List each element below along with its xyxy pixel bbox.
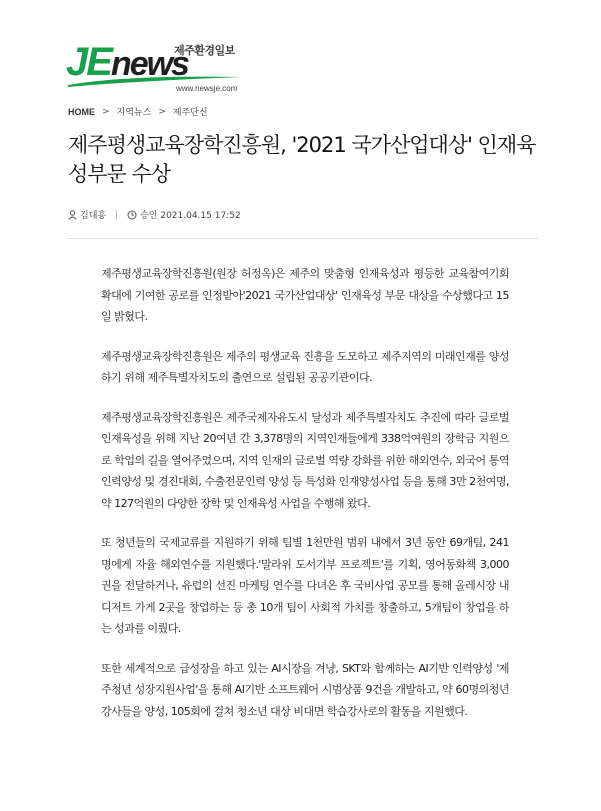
breadcrumb-level2[interactable]: 제주단신 [172,108,208,118]
chevron-right-icon: > [158,106,166,117]
article-meta [68,208,241,221]
paragraph-5: 또한 세계적으로 급성장을 하고 있는 AI시장을 겨냥, SKT와 함께하는 AI기반 인력양성 '제주청년 성장지원사업'을 통해 AI기반 소프트웨어 시범상품 9건을 개발하고, 약 60명의청년강사들을 양성, 105회에 걸쳐 청소년 대상 비대면 학습강사로의 활동을 지원했다. [101,661,509,718]
logo-korean-name: 제주환경일보 [174,44,235,57]
user-icon [68,210,77,220]
breadcrumb-level1[interactable]: 지역뉴스 [116,108,152,118]
author [68,208,106,221]
clock-icon [127,210,137,220]
paragraph-3: 제주평생교육장학진흥원은 제주국제자유도시 달성과 제주특별자치도 추진에 따라 글로벌 인재육성을 위해 지난 20여년 간 3,378명의 지역인재들에게 338억여원의 장학금 지원으로 학업의 길을 열어주었으며, 지역 인재의 글로벌 역량 강화를 위한 해외연수, 외국어 통역 인력양성 및 경진대회, 수출전문인력 양성 등 특성화 인재양성사업 등을 통해 3만 2천여명, 약 127억원의 다양한 장학 및 인재육성 사업을 수행해 왔다. [101,410,509,510]
chevron-right-icon: > [102,106,110,117]
logo-wordmark [66,42,188,82]
site-logo[interactable] [66,40,256,94]
logo-news: news [110,45,188,83]
logo-url: www.newsje.com [176,84,238,93]
meta-divider [116,210,117,219]
approval-time [127,208,241,221]
author-name: 김대흥 [80,211,107,221]
breadcrumb-home[interactable]: HOME [68,106,95,117]
paragraph-2: 제주평생교육장학진흥원은 제주의 평생교육 진흥을 도모하고 제주지역의 미래인재를 양성하기 위해 제주특별자치도의 출연으로 설립된 공공기관이다. [101,349,509,384]
approval-text: 승인 2021.04.15 17:52 [140,211,241,221]
breadcrumb [68,105,208,118]
paragraph-1: 제주평생교육장학진흥원(원장 허정옥)은 제주의 맞춤형 인재육성과 평등한 교육참여기회 확대에 기여한 공로를 인정받아'2021 국가산업대상' 인재육성 부문 대상을 수상했다고 15일 밝혔다. [101,267,509,323]
paragraph-4: 또 청년들의 국제교류를 지원하기 위해 팀별 1천만원 범위 내에서 3년 동안 69개팀, 241명에게 자율 해외연수를 지원했다.'말라위 도서기부 프로젝트'를 기획, 영어동화책 3,000권을 전달하거나, 유럽의 선진 마케팅 연수를 다녀온 후 국비사업 공모를 통해 올레시장 내 디저트 가게 2곳을 창업하는 등 총 10개 팀이 사회적 가치를 창출하고, 5개팀이 창업을 하는 성과를 이뤘다. [101,536,509,635]
logo-je: JE [66,40,111,84]
divider [68,238,538,239]
article-title: 제주평생교육장학진흥원, '2021 국가산업대상' 인재육성부문 수상 [68,133,536,186]
article-body [101,263,509,740]
